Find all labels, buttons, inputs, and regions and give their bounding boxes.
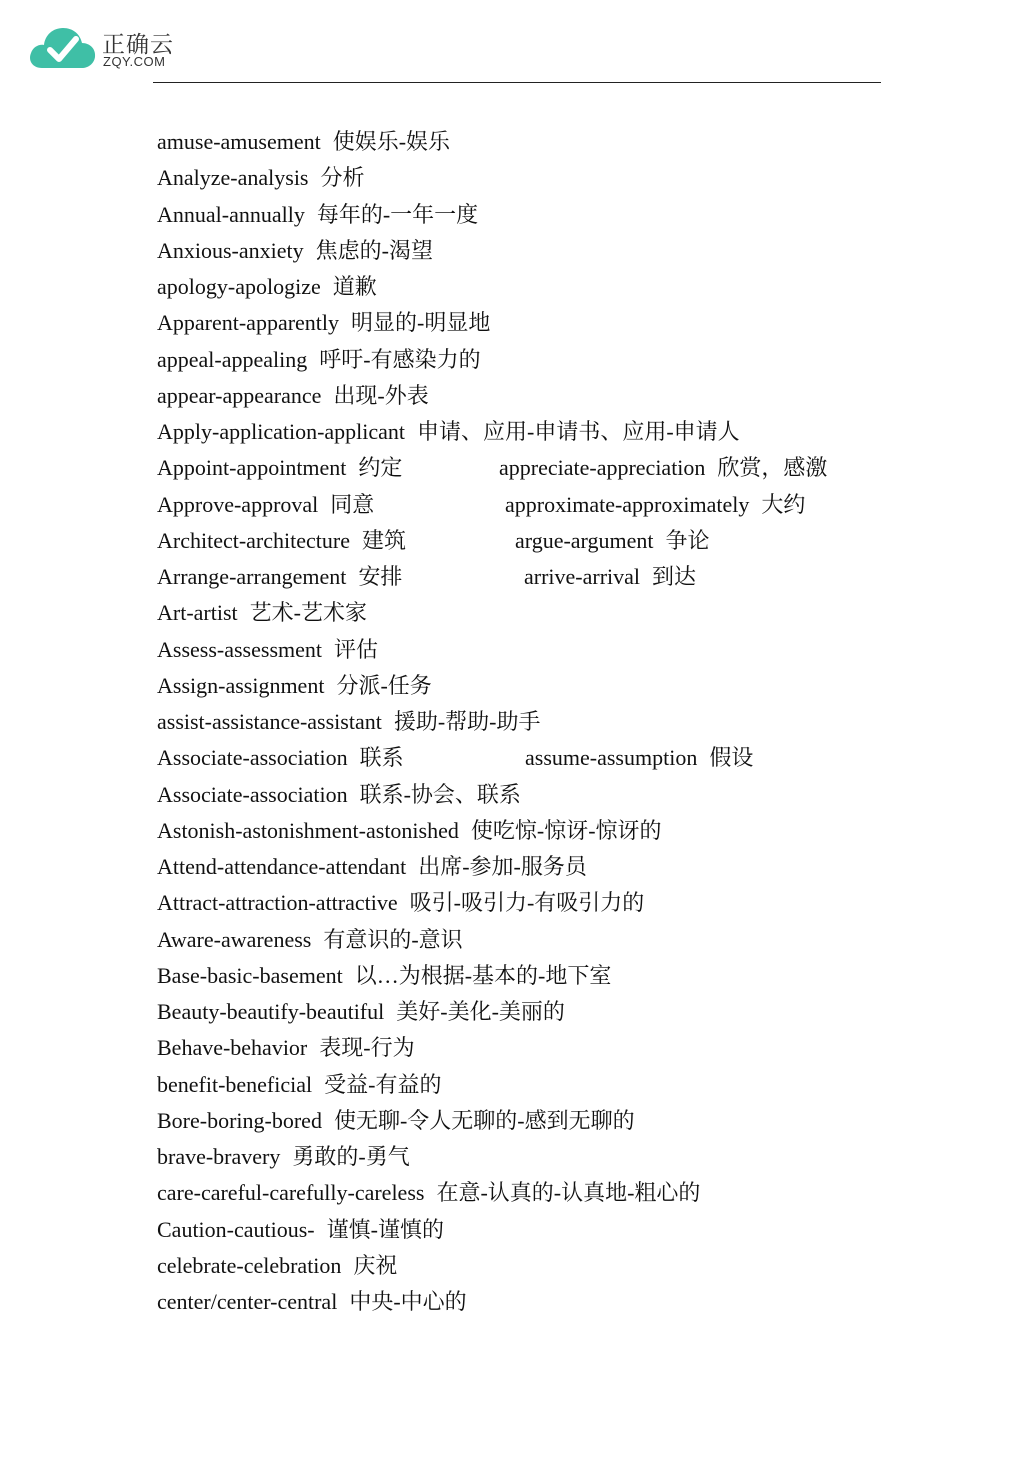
cloud-check-logo-icon [28,22,98,74]
entry-second-pair [524,559,696,595]
entry-meaning: 出席-参加-服务员 [418,854,587,879]
entry-meaning: 评估 [334,636,379,662]
entry-word: appreciate-appreciation [499,455,706,481]
entry-meaning: 明显的-明显地 [351,310,491,336]
list-item [157,160,917,196]
entry-word: Associate-association [157,745,348,771]
entry-word: appear-appearance [157,382,322,408]
entry-word: Associate-association [157,781,348,807]
list-item [157,849,917,885]
entry-word: celebrate-celebration [157,1252,342,1278]
list-item [157,197,917,233]
entry-word: Anxious-anxiety [157,237,304,263]
entry-word: center/center-central [157,1289,338,1314]
entry-second-pair [525,740,753,776]
list-item [157,414,917,450]
entry-meaning: 在意-认真的-认真地-粗心的 [436,1180,701,1206]
list-item [157,1248,917,1284]
entry-meaning: 出现-外表 [333,382,429,408]
entry-word: Attract-attraction-attractive [157,890,398,916]
entry-word: Appoint-appointment [157,455,347,481]
entry-meaning: 到达 [652,564,697,589]
entry-word: Apply-application-applicant [157,419,406,444]
entry-meaning: 申请、应用-申请书、应用-申请人 [417,419,740,444]
entry-word: Aware-awareness [157,926,312,952]
entry-meaning: 假设 [709,745,754,771]
entry-word: benefit-beneficial [157,1071,313,1097]
entry-meaning: 焦虑的-渴望 [315,237,433,263]
entry-meaning: 使吃惊-惊讶-惊讶的 [470,817,662,843]
list-item [157,740,917,776]
entry-word: assist-assistance-assistant [157,709,382,734]
list-item [157,668,917,704]
entry-meaning: 道歉 [332,274,377,299]
entry-word: Attend-attendance-attendant [157,854,407,879]
entry-meaning: 吸引-吸引力-有吸引力的 [409,890,645,916]
entry-meaning: 约定 [358,455,403,481]
entry-meaning: 分派-任务 [336,672,432,698]
list-item [157,305,917,341]
entry-meaning: 中央-中心的 [349,1289,467,1314]
list-item [157,1175,917,1211]
entry-second-pair [505,487,805,523]
list-item [157,342,917,378]
list-item [157,124,917,160]
entry-meaning: 安排 [358,564,403,589]
list-item [157,1139,917,1175]
entry-meaning: 呼吁-有感染力的 [319,346,481,372]
entry-meaning: 联系 [359,745,404,771]
entry-meaning: 援助-帮助-助手 [393,709,541,734]
list-item [157,1284,917,1320]
logo-name: 正确云 [102,32,174,58]
entry-word: Art-artist [157,600,238,626]
entry-meaning: 同意 [330,491,375,517]
entry-meaning: 使无聊-令人无聊的-感到无聊的 [333,1107,635,1133]
entry-word: Approve-approval [157,491,319,517]
entry-word: arrive-arrival [524,564,641,589]
entry-word: apology-apologize [157,274,321,299]
list-item [157,994,917,1030]
entry-word: Assign-assignment [157,672,325,698]
list-item [157,777,917,813]
entry-word: Caution-cautious- [157,1216,315,1242]
entry-meaning: 受益-有益的 [324,1071,442,1097]
list-item [157,632,917,668]
entry-meaning: 分析 [320,165,365,191]
entry-meaning: 欣赏，感激 [717,455,828,481]
entry-meaning: 联系-协会、联系 [359,781,521,807]
entry-meaning: 使娱乐-娱乐 [332,129,451,154]
entry-word: Analyze-analysis [157,165,309,191]
list-item [157,595,917,631]
list-item [157,813,917,849]
entry-second-pair [515,523,709,559]
entry-word: Astonish-astonishment-astonished [157,817,459,843]
list-item [157,269,917,305]
list-item [157,1103,917,1139]
entry-word: Base-basic-basement [157,962,343,988]
entry-word: Assess-assessment [157,636,322,662]
logo-domain: ZQY.COM [103,54,166,69]
entry-meaning: 争论 [665,527,710,553]
entry-meaning: 美好-美化-美丽的 [396,999,565,1024]
list-item [157,559,917,595]
list-item [157,523,917,559]
entry-word: approximate-approximately [505,491,750,517]
entry-meaning: 谨慎-谨慎的 [326,1216,444,1242]
entry-word: Annual-annually [157,201,305,227]
entry-word: Behave-behavior [157,1035,308,1061]
entry-meaning: 大约 [761,491,806,517]
entry-meaning: 表现-行为 [319,1035,415,1061]
list-item [157,378,917,414]
list-item [157,487,917,523]
list-item [157,1067,917,1103]
header-divider [153,82,881,83]
entry-word: Architect-architecture [157,527,350,553]
list-item [157,704,917,740]
entry-meaning: 以…为根据-基本的-地下室 [354,962,612,988]
vocabulary-list [157,124,917,1320]
list-item [157,233,917,269]
list-item [157,958,917,994]
entry-meaning: 有意识的-意识 [323,926,463,952]
entry-word: brave-bravery [157,1144,281,1169]
entry-meaning: 建筑 [361,527,406,553]
list-item [157,1030,917,1066]
entry-word: amuse-amusement [157,129,321,154]
logo [28,22,188,78]
list-item [157,1212,917,1248]
entry-second-pair [499,450,827,486]
entry-meaning: 庆祝 [353,1252,398,1278]
entry-meaning: 勇敢的-勇气 [292,1144,410,1169]
entry-word: Arrange-arrangement [157,564,347,589]
list-item [157,450,917,486]
entry-word: Apparent-apparently [157,310,340,336]
entry-word: argue-argument [515,527,654,553]
entry-word: Beauty-beautify-beautiful [157,999,385,1024]
entry-word: Bore-boring-bored [157,1107,322,1133]
list-item [157,922,917,958]
entry-meaning: 每年的-一年一度 [316,201,479,227]
entry-word: assume-assumption [525,745,698,771]
list-item [157,885,917,921]
entry-word: appeal-appealing [157,346,308,372]
entry-word: care-careful-carefully-careless [157,1180,425,1206]
entry-meaning: 艺术-艺术家 [249,600,367,626]
